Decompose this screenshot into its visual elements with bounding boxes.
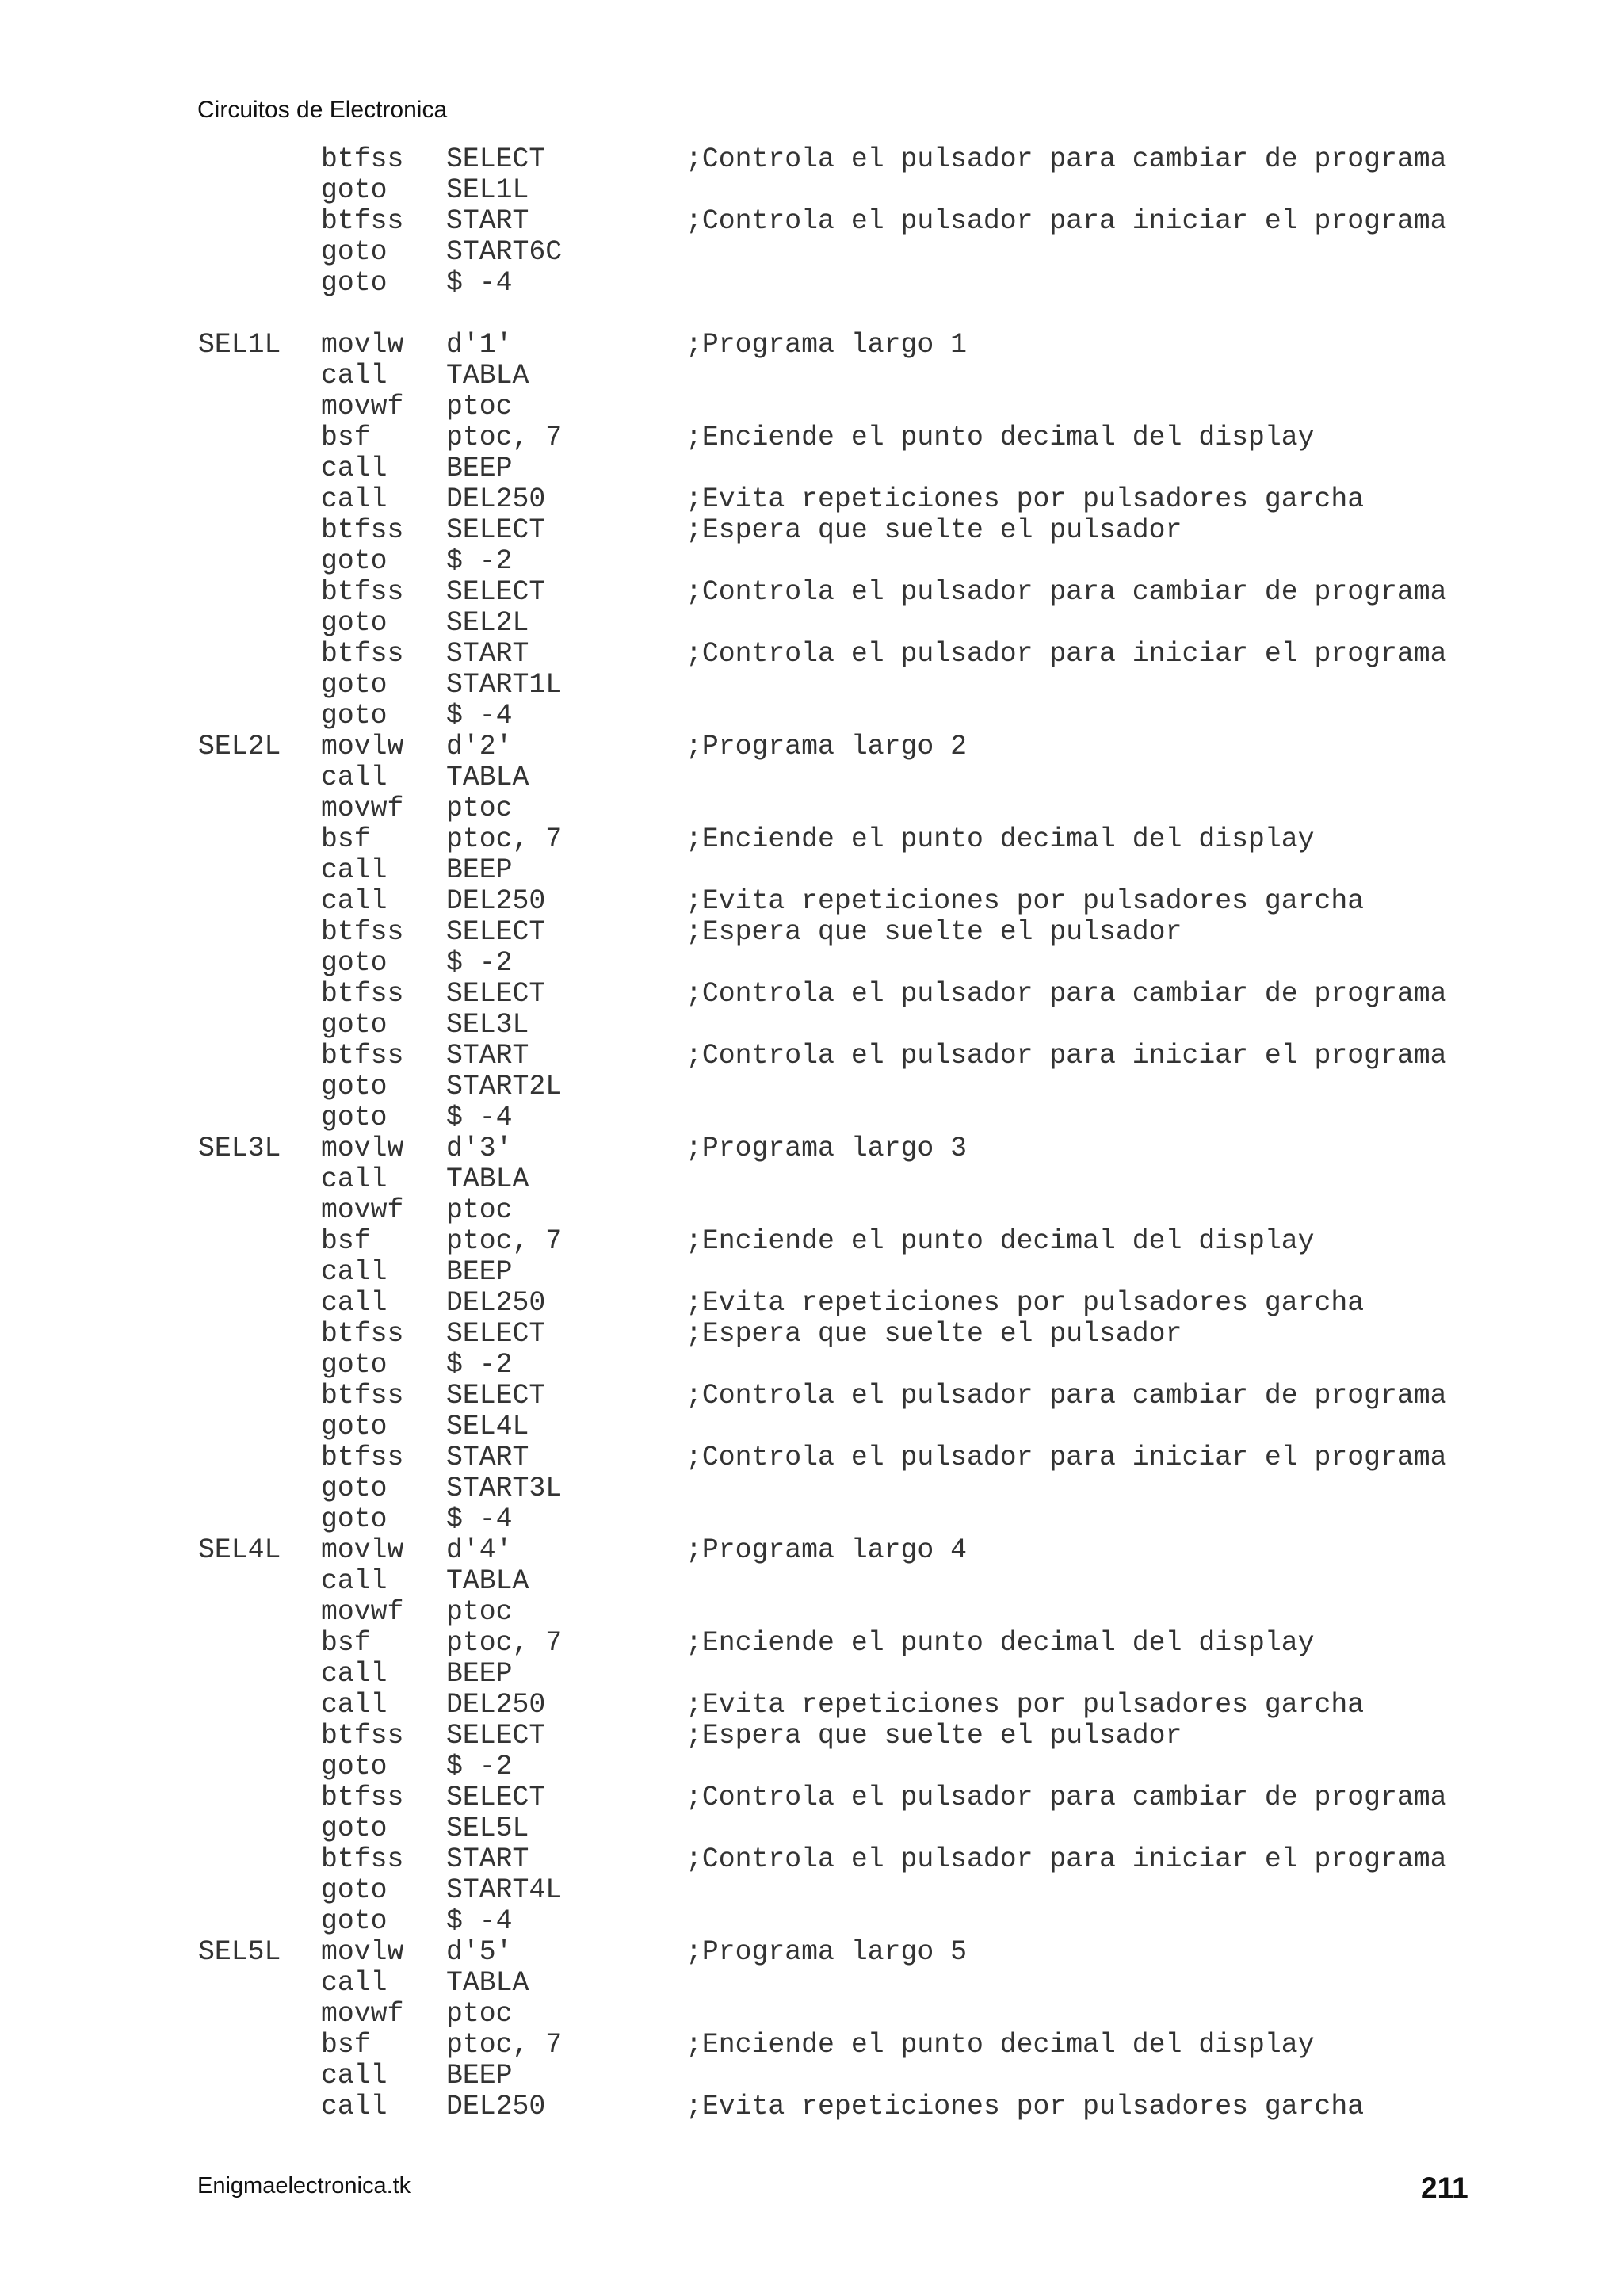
- code-comment: ;Controla el pulsador para cambiar de programa: [685, 1381, 1447, 1412]
- code-line: [0, 670, 1623, 701]
- code-operand: d'2': [446, 732, 513, 762]
- code-mnemonic: movwf: [321, 1195, 404, 1226]
- code-mnemonic: movlw: [321, 330, 404, 361]
- code-operand: BEEP: [446, 855, 513, 886]
- code-operand: START6C: [446, 237, 563, 268]
- code-mnemonic: call: [321, 1257, 388, 1288]
- code-operand: BEEP: [446, 1257, 513, 1288]
- code-line: [0, 361, 1623, 392]
- code-line: [0, 422, 1623, 453]
- code-operand: START: [446, 1844, 529, 1875]
- code-comment: ;Controla el pulsador para cambiar de programa: [685, 144, 1447, 175]
- code-comment: ;Enciende el punto decimal del display: [685, 422, 1315, 453]
- code-operand: START: [446, 1442, 529, 1473]
- code-operand: START: [446, 206, 529, 237]
- code-line: [0, 1813, 1623, 1844]
- code-line: [0, 793, 1623, 824]
- code-operand: START2L: [446, 1072, 563, 1102]
- code-operand: START1L: [446, 670, 563, 701]
- code-line: [0, 484, 1623, 515]
- code-operand: ptoc, 7: [446, 824, 563, 855]
- code-operand: BEEP: [446, 1659, 513, 1690]
- code-line: [0, 299, 1623, 330]
- code-operand: START: [446, 1041, 529, 1072]
- code-line: [0, 1504, 1623, 1535]
- code-operand: $ -4: [446, 1102, 513, 1133]
- code-operand: d'3': [446, 1133, 513, 1164]
- code-operand: TABLA: [446, 1968, 529, 1999]
- code-line: [0, 1752, 1623, 1782]
- code-line: [0, 1381, 1623, 1412]
- code-line: [0, 2061, 1623, 2092]
- code-mnemonic: movwf: [321, 1597, 404, 1628]
- code-line: [0, 1350, 1623, 1381]
- code-operand: SELECT: [446, 515, 546, 546]
- code-operand: $ -2: [446, 1752, 513, 1782]
- code-line: [0, 1164, 1623, 1195]
- code-comment: ;Programa largo 3: [685, 1133, 967, 1164]
- code-mnemonic: goto: [321, 670, 388, 701]
- code-operand: SELECT: [446, 1381, 546, 1412]
- code-comment: ;Controla el pulsador para iniciar el programa: [685, 206, 1447, 237]
- code-line: [0, 2030, 1623, 2061]
- code-mnemonic: goto: [321, 1906, 388, 1937]
- code-operand: ptoc, 7: [446, 2030, 563, 2061]
- code-operand: ptoc, 7: [446, 1628, 563, 1659]
- code-mnemonic: movlw: [321, 732, 404, 762]
- code-mnemonic: movwf: [321, 1999, 404, 2030]
- code-operand: $ -2: [446, 546, 513, 577]
- code-mnemonic: bsf: [321, 1226, 371, 1257]
- code-operand: SELECT: [446, 1721, 546, 1752]
- code-operand: $ -2: [446, 1350, 513, 1381]
- code-comment: ;Evita repeticiones por pulsadores garcha: [685, 886, 1365, 917]
- code-comment: ;Controla el pulsador para cambiar de programa: [685, 979, 1447, 1010]
- code-comment: ;Evita repeticiones por pulsadores garcha: [685, 484, 1365, 515]
- code-line: [0, 175, 1623, 206]
- code-mnemonic: btfss: [321, 1381, 404, 1412]
- code-mnemonic: goto: [321, 1473, 388, 1504]
- code-comment: ;Espera que suelte el pulsador: [685, 917, 1182, 948]
- code-mnemonic: btfss: [321, 1721, 404, 1752]
- code-operand: d'1': [446, 330, 513, 361]
- code-mnemonic: goto: [321, 608, 388, 639]
- page-number: 211: [1421, 2172, 1468, 2204]
- code-operand: $ -4: [446, 1906, 513, 1937]
- code-mnemonic: btfss: [321, 577, 404, 608]
- code-line: [0, 1102, 1623, 1133]
- code-line: [0, 1535, 1623, 1566]
- code-line: [0, 948, 1623, 979]
- code-mnemonic: goto: [321, 546, 388, 577]
- code-comment: ;Controla el pulsador para iniciar el programa: [685, 639, 1447, 670]
- code-mnemonic: btfss: [321, 917, 404, 948]
- code-operand: DEL250: [446, 484, 546, 515]
- code-comment: ;Enciende el punto decimal del display: [685, 1628, 1315, 1659]
- code-line: [0, 886, 1623, 917]
- code-line: [0, 732, 1623, 762]
- code-operand: TABLA: [446, 1164, 529, 1195]
- code-mnemonic: goto: [321, 1875, 388, 1906]
- code-line: [0, 762, 1623, 793]
- code-line: [0, 1690, 1623, 1721]
- code-mnemonic: movlw: [321, 1133, 404, 1164]
- code-line: [0, 1195, 1623, 1226]
- code-line: [0, 577, 1623, 608]
- code-operand: SEL5L: [446, 1813, 529, 1844]
- code-operand: SELECT: [446, 144, 546, 175]
- code-line: [0, 1597, 1623, 1628]
- code-line: [0, 1782, 1623, 1813]
- code-line: [0, 1226, 1623, 1257]
- code-comment: ;Evita repeticiones por pulsadores garcha: [685, 1690, 1365, 1721]
- code-operand: SEL3L: [446, 1010, 529, 1041]
- code-line: [0, 1257, 1623, 1288]
- code-operand: BEEP: [446, 2061, 513, 2092]
- code-line: [0, 1566, 1623, 1597]
- code-mnemonic: call: [321, 1566, 388, 1597]
- code-line: [0, 1937, 1623, 1968]
- code-mnemonic: call: [321, 762, 388, 793]
- code-comment: ;Controla el pulsador para iniciar el programa: [685, 1844, 1447, 1875]
- code-mnemonic: goto: [321, 1350, 388, 1381]
- code-label: SEL4L: [198, 1535, 281, 1566]
- code-line: [0, 1319, 1623, 1350]
- code-operand: BEEP: [446, 453, 513, 484]
- code-operand: SELECT: [446, 917, 546, 948]
- code-mnemonic: goto: [321, 1010, 388, 1041]
- code-operand: ptoc, 7: [446, 422, 563, 453]
- code-line: [0, 1875, 1623, 1906]
- code-operand: d'4': [446, 1535, 513, 1566]
- code-comment: ;Controla el pulsador para iniciar el programa: [685, 1442, 1447, 1473]
- code-operand: ptoc, 7: [446, 1226, 563, 1257]
- code-mnemonic: goto: [321, 175, 388, 206]
- code-operand: TABLA: [446, 1566, 529, 1597]
- code-mnemonic: bsf: [321, 2030, 371, 2061]
- code-operand: ptoc: [446, 793, 513, 824]
- code-operand: $ -2: [446, 948, 513, 979]
- code-line: [0, 608, 1623, 639]
- code-operand: SEL4L: [446, 1412, 529, 1442]
- code-line: [0, 917, 1623, 948]
- code-operand: DEL250: [446, 886, 546, 917]
- code-line: [0, 392, 1623, 422]
- code-comment: ;Programa largo 4: [685, 1535, 967, 1566]
- code-line: [0, 979, 1623, 1010]
- page-header-title: Circuitos de Electronica: [197, 97, 448, 123]
- code-comment: ;Enciende el punto decimal del display: [685, 1226, 1315, 1257]
- code-operand: START4L: [446, 1875, 563, 1906]
- footer-site-name: Enigmaelectronica.tk: [197, 2173, 411, 2199]
- code-operand: SEL1L: [446, 175, 529, 206]
- code-line: [0, 1412, 1623, 1442]
- code-mnemonic: btfss: [321, 639, 404, 670]
- code-mnemonic: call: [321, 886, 388, 917]
- code-line: [0, 1999, 1623, 2030]
- code-mnemonic: movlw: [321, 1535, 404, 1566]
- code-operand: TABLA: [446, 762, 529, 793]
- code-operand: SELECT: [446, 1319, 546, 1350]
- code-operand: d'5': [446, 1937, 513, 1968]
- code-operand: $ -4: [446, 268, 513, 299]
- code-operand: DEL250: [446, 2092, 546, 2122]
- code-mnemonic: movlw: [321, 1937, 404, 1968]
- code-mnemonic: call: [321, 2061, 388, 2092]
- code-operand: ptoc: [446, 1597, 513, 1628]
- code-comment: ;Programa largo 1: [685, 330, 967, 361]
- code-mnemonic: goto: [321, 1072, 388, 1102]
- code-mnemonic: goto: [321, 1752, 388, 1782]
- code-mnemonic: call: [321, 1690, 388, 1721]
- code-mnemonic: btfss: [321, 206, 404, 237]
- code-line: [0, 1442, 1623, 1473]
- code-line: [0, 1721, 1623, 1752]
- code-line: [0, 1844, 1623, 1875]
- code-line: [0, 1659, 1623, 1690]
- code-line: [0, 701, 1623, 732]
- code-line: [0, 639, 1623, 670]
- code-mnemonic: goto: [321, 237, 388, 268]
- code-mnemonic: goto: [321, 701, 388, 732]
- code-label: SEL5L: [198, 1937, 281, 1968]
- code-line: [0, 2092, 1623, 2122]
- code-line: [0, 1041, 1623, 1072]
- code-mnemonic: btfss: [321, 144, 404, 175]
- code-line: [0, 1133, 1623, 1164]
- code-line: [0, 453, 1623, 484]
- code-comment: ;Espera que suelte el pulsador: [685, 515, 1182, 546]
- code-mnemonic: movwf: [321, 793, 404, 824]
- code-comment: ;Evita repeticiones por pulsadores garcha: [685, 2092, 1365, 2122]
- code-label: SEL2L: [198, 732, 281, 762]
- code-mnemonic: btfss: [321, 1319, 404, 1350]
- code-comment: ;Enciende el punto decimal del display: [685, 2030, 1315, 2061]
- code-operand: SEL2L: [446, 608, 529, 639]
- code-comment: ;Espera que suelte el pulsador: [685, 1721, 1182, 1752]
- code-operand: START3L: [446, 1473, 563, 1504]
- code-mnemonic: call: [321, 1659, 388, 1690]
- code-operand: SELECT: [446, 577, 546, 608]
- code-mnemonic: bsf: [321, 422, 371, 453]
- code-mnemonic: btfss: [321, 1782, 404, 1813]
- code-mnemonic: call: [321, 855, 388, 886]
- code-mnemonic: btfss: [321, 1041, 404, 1072]
- code-line: [0, 1010, 1623, 1041]
- code-line: [0, 1473, 1623, 1504]
- assembly-code-listing: [0, 144, 1623, 2122]
- code-operand: START: [446, 639, 529, 670]
- code-mnemonic: call: [321, 2092, 388, 2122]
- code-line: [0, 546, 1623, 577]
- code-mnemonic: goto: [321, 1412, 388, 1442]
- code-mnemonic: btfss: [321, 979, 404, 1010]
- code-line: [0, 1072, 1623, 1102]
- code-comment: ;Controla el pulsador para cambiar de programa: [685, 577, 1447, 608]
- code-line: [0, 855, 1623, 886]
- code-line: [0, 515, 1623, 546]
- code-comment: ;Programa largo 2: [685, 732, 967, 762]
- code-line: [0, 1288, 1623, 1319]
- code-line: [0, 1968, 1623, 1999]
- code-mnemonic: goto: [321, 1813, 388, 1844]
- code-operand: DEL250: [446, 1288, 546, 1319]
- code-operand: SELECT: [446, 979, 546, 1010]
- code-mnemonic: movwf: [321, 392, 404, 422]
- code-mnemonic: bsf: [321, 824, 371, 855]
- code-operand: $ -4: [446, 1504, 513, 1535]
- code-mnemonic: call: [321, 1968, 388, 1999]
- code-mnemonic: call: [321, 1164, 388, 1195]
- code-comment: ;Enciende el punto decimal del display: [685, 824, 1315, 855]
- code-operand: ptoc: [446, 392, 513, 422]
- code-line: [0, 268, 1623, 299]
- code-comment: ;Espera que suelte el pulsador: [685, 1319, 1182, 1350]
- code-line: [0, 237, 1623, 268]
- code-mnemonic: btfss: [321, 1844, 404, 1875]
- code-mnemonic: bsf: [321, 1628, 371, 1659]
- code-comment: ;Controla el pulsador para iniciar el programa: [685, 1041, 1447, 1072]
- code-mnemonic: btfss: [321, 515, 404, 546]
- code-mnemonic: call: [321, 1288, 388, 1319]
- code-line: [0, 1628, 1623, 1659]
- code-mnemonic: goto: [321, 268, 388, 299]
- code-operand: ptoc: [446, 1999, 513, 2030]
- code-operand: SELECT: [446, 1782, 546, 1813]
- code-mnemonic: goto: [321, 1102, 388, 1133]
- code-line: [0, 330, 1623, 361]
- code-operand: $ -4: [446, 701, 513, 732]
- code-line: [0, 1906, 1623, 1937]
- code-mnemonic: btfss: [321, 1442, 404, 1473]
- code-mnemonic: call: [321, 361, 388, 392]
- code-operand: DEL250: [446, 1690, 546, 1721]
- code-label: SEL1L: [198, 330, 281, 361]
- code-mnemonic: goto: [321, 948, 388, 979]
- code-comment: ;Programa largo 5: [685, 1937, 967, 1968]
- code-label: SEL3L: [198, 1133, 281, 1164]
- code-operand: TABLA: [446, 361, 529, 392]
- code-line: [0, 206, 1623, 237]
- code-line: [0, 144, 1623, 175]
- code-mnemonic: goto: [321, 1504, 388, 1535]
- code-comment: ;Evita repeticiones por pulsadores garcha: [685, 1288, 1365, 1319]
- code-line: [0, 824, 1623, 855]
- code-comment: ;Controla el pulsador para cambiar de programa: [685, 1782, 1447, 1813]
- code-operand: ptoc: [446, 1195, 513, 1226]
- code-mnemonic: call: [321, 453, 388, 484]
- code-mnemonic: call: [321, 484, 388, 515]
